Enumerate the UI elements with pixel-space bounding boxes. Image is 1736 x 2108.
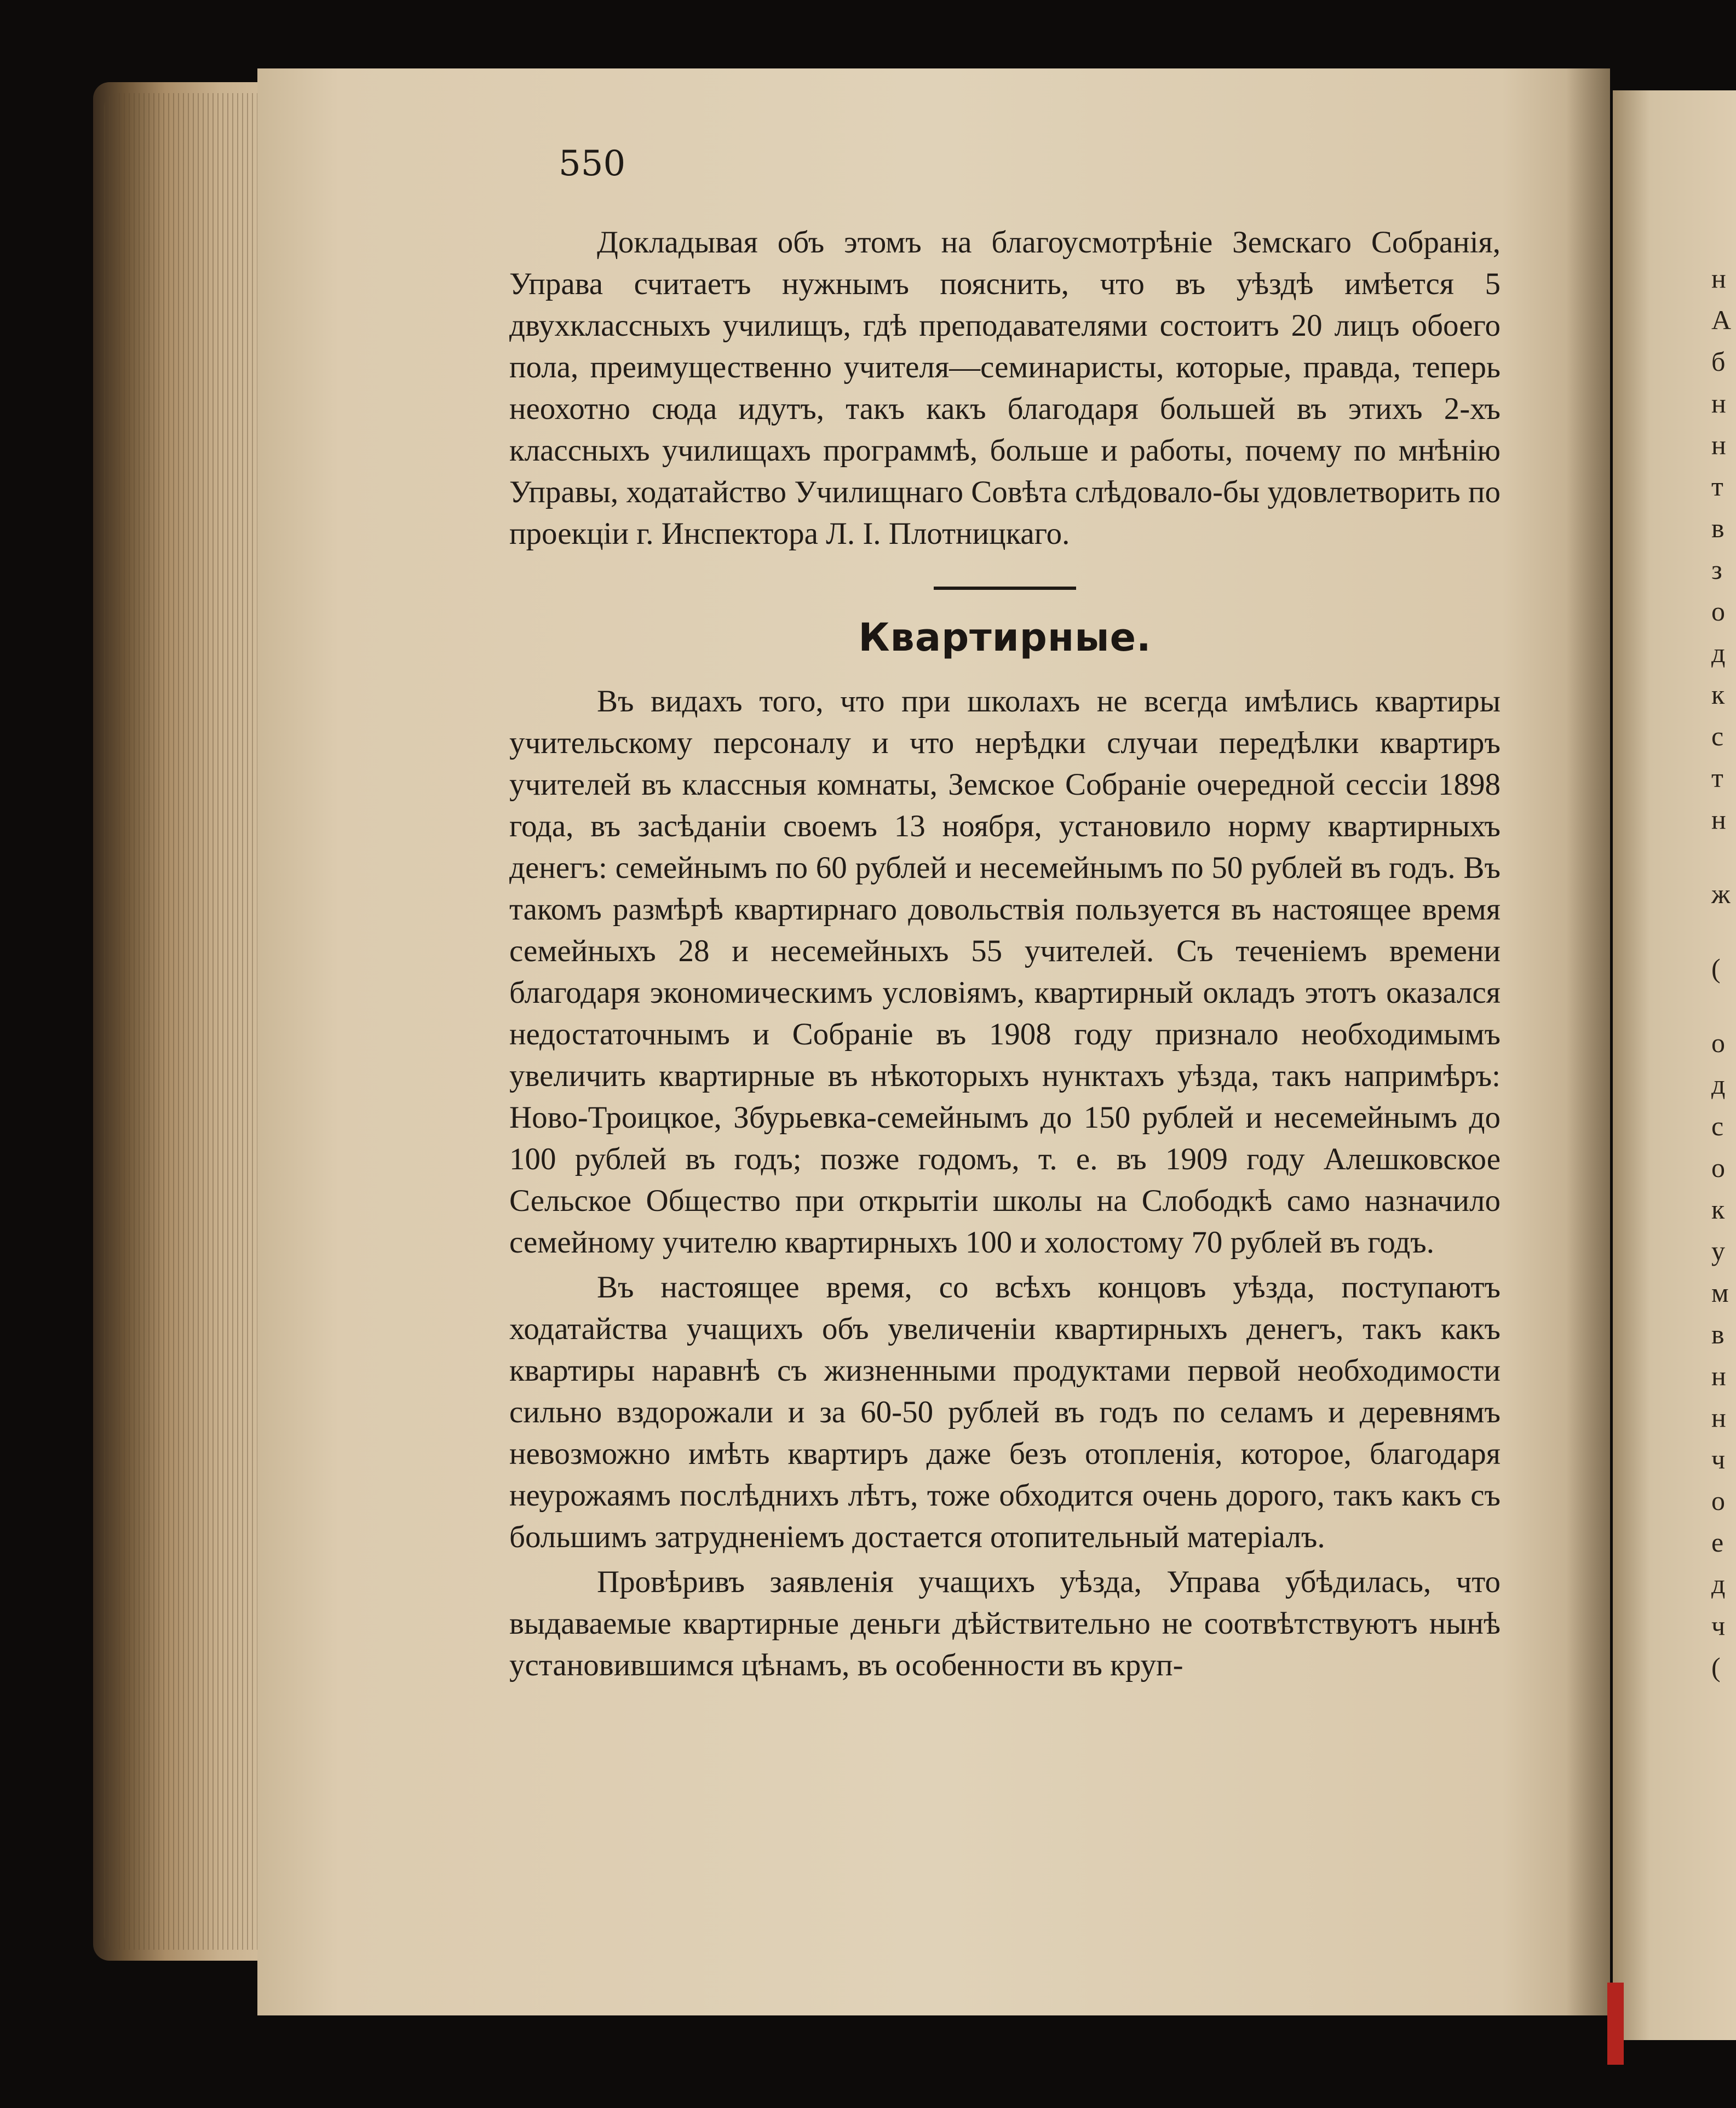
fragment-letter: д	[1711, 1069, 1726, 1100]
fragment-letter: о	[1711, 1152, 1725, 1183]
bookmark-ribbon	[1607, 1983, 1624, 2065]
fragment-letter: е	[1711, 1527, 1724, 1558]
fragment-letter: т	[1711, 762, 1723, 793]
fragment-letter: (	[1711, 953, 1721, 984]
fragment-letter: т	[1711, 471, 1723, 502]
fragment-letter: о	[1711, 596, 1725, 627]
fragment-letter: н	[1711, 263, 1726, 294]
right-page-letter-fragments	[1711, 257, 1736, 1688]
fragment-letter: в	[1711, 1319, 1724, 1349]
fragment-letter: с	[1711, 1111, 1724, 1141]
fragment-letter: м	[1711, 1277, 1729, 1308]
fragment-letter: у	[1711, 1236, 1725, 1266]
fragment-letter: ч	[1711, 1444, 1726, 1474]
page-number: 550	[559, 143, 626, 184]
fragment-letter: ж	[1711, 878, 1731, 909]
fragment-letter: н	[1711, 388, 1726, 418]
fragment-letter: н	[1711, 1402, 1726, 1433]
fragment-letter: в	[1711, 513, 1724, 543]
section-heading: Квартирные.	[858, 615, 1152, 660]
page-text	[509, 222, 1501, 1686]
paragraph-verification: Провѣривъ заявленія учащихъ уѣзда, Управа убѣдилась, что выдаваемые квартирные деньги дѣйствительно не соотвѣтствуютъ нынѣ установившимся цѣнамъ, въ особенности въ круп-	[509, 1565, 1501, 1682]
gutter-shadow	[1566, 68, 1610, 2015]
fragment-letter: н	[1711, 1360, 1726, 1391]
page-edge-texture	[104, 93, 268, 1950]
fragment-letter: к	[1711, 1194, 1725, 1225]
fragment-letter: б	[1711, 346, 1726, 377]
fragment-letter: д	[1711, 1569, 1726, 1599]
fragment-letter: о	[1711, 1485, 1725, 1516]
section-divider	[934, 587, 1076, 590]
fragment-letter: д	[1711, 637, 1726, 668]
fragment-letter: н	[1711, 804, 1726, 835]
fragment-letter: о	[1711, 1027, 1725, 1058]
paragraph-current-petitions: Въ настоящее время, со всѣхъ концовъ уѣзда, поступаютъ ходатайства учащихъ объ увеличеніи квартирныхъ денегъ, такъ какъ квартиры наравнѣ съ жизненными продуктами первой необходимости сильно вздорожали и за 60-50 рублей въ годъ по селамъ и деревнямъ невозможно имѣть квартиръ даже безъ отопленія, которое, благодаря неурожаямъ послѣднихъ лѣтъ, тоже обходится очень дорого, такъ какъ съ большимъ затрудненіемъ достается отопительный матеріалъ.	[509, 1270, 1501, 1554]
paragraph-report: Докладывая объ этомъ на благоусмотрѣніе Земскаго Собранія, Управа считаетъ нужнымъ пояснить, что въ уѣздѣ имѣется 5 двухклассныхъ училищъ, гдѣ преподавателями состоитъ 20 лицъ обоего пола, преимущественно учителя—семинаристы, которые, правда, теперь неохотно сюда идутъ, такъ какъ благодаря большей въ этихъ 2-хъ классныхъ училищахъ программѣ, больше и работы, почему по мнѣнію Управы, ходатайство Училищнаго Совѣта слѣдовало-бы удовлетворить по проекціи г. Инспектора Л. I. Плотницкаго.	[509, 225, 1501, 551]
fragment-letter: А	[1711, 305, 1732, 335]
fragment-letter: (	[1711, 1652, 1721, 1682]
fragment-letter: н	[1711, 429, 1726, 460]
fragment-letter: с	[1711, 721, 1724, 751]
fragment-letter: ч	[1711, 1610, 1726, 1641]
paragraph-housing-history: Въ видахъ того, что при школахъ не всегда имѣлись квартиры учительскому персоналу и что нерѣдки случаи передѣлки квартиръ учителей въ классныя комнаты, Земское Собраніе очередной сессіи 1898 года, въ засѣданіи своемъ 13 ноября, установило норму квартирныхъ денегъ: семейнымъ по 60 рублей и несемейнымъ по 50 рублей въ годъ. Въ такомъ размѣрѣ квартирнаго довольствія пользуется въ настоящее время семейныхъ 28 и несемейныхъ 55 учителей. Съ теченіемъ времени благодаря экономическимъ условіямъ, квартирный окладъ этотъ оказался недостаточнымъ и Собраніе въ 1908 году признало необходимымъ увеличить квартирные въ нѣкоторыхъ нунктахъ уѣзда, такъ напримѣръ: Ново-Троицкое, Збурьевка-семейнымъ до 150 рублей и несемейнымъ до 100 рублей въ годъ; позже годомъ, т. е. въ 1909 году Алешковское Сельское Общество при открытіи школы на Слободкѣ само назначило семейному учителю квартирныхъ 100 и холостому 70 рублей въ годъ.	[509, 684, 1501, 1260]
fragment-letter: з	[1711, 554, 1722, 585]
fragment-letter: к	[1711, 679, 1725, 710]
